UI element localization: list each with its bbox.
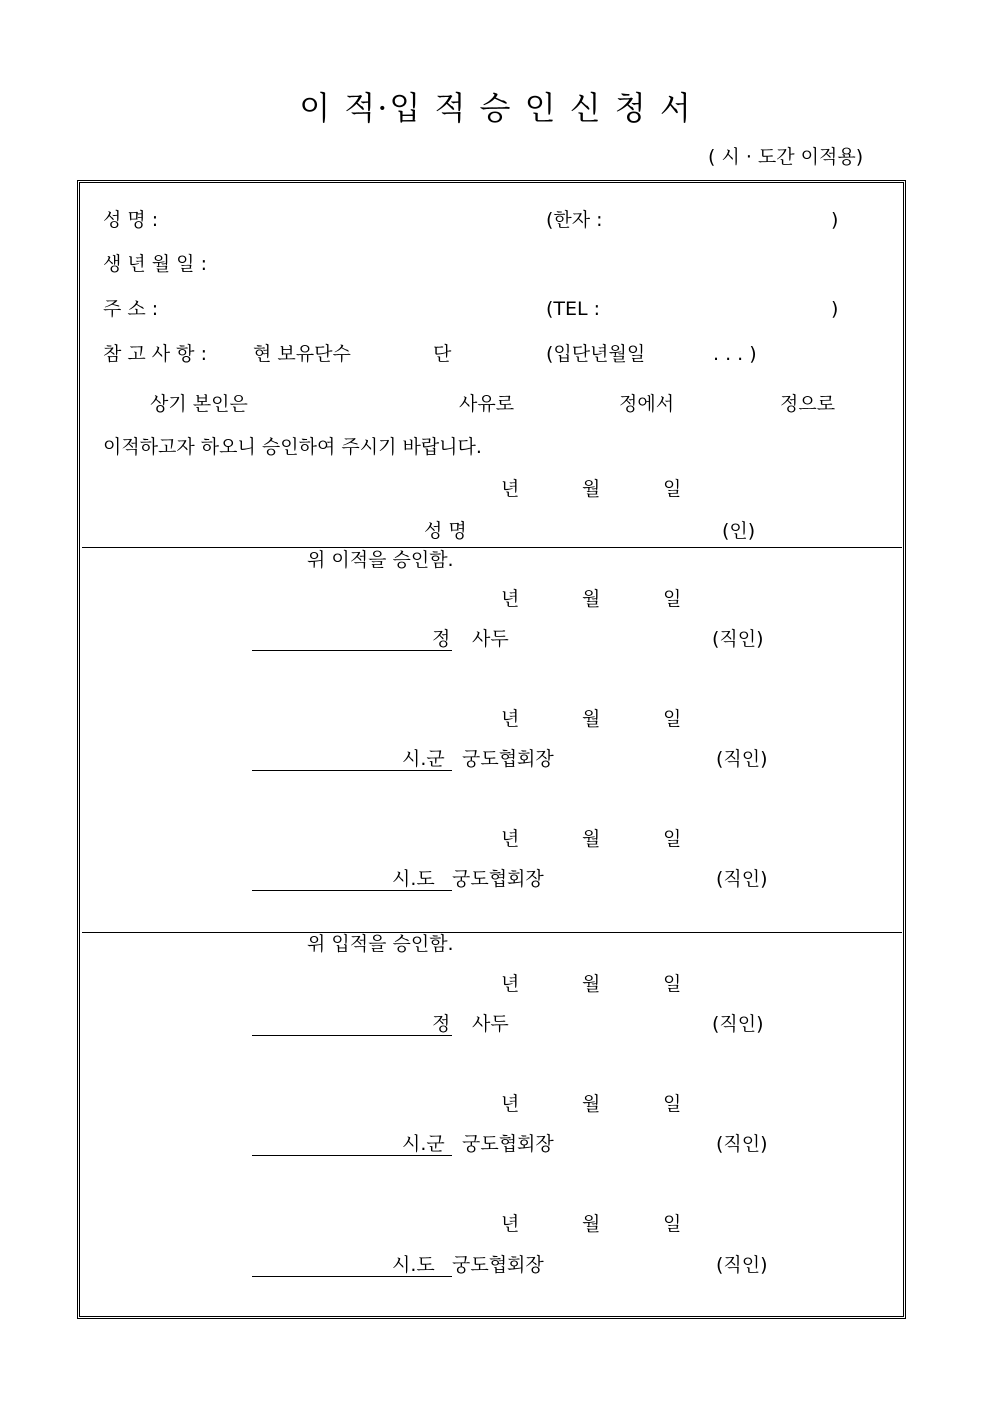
tel-label: (TEL : <box>546 298 601 320</box>
approver-seal: (직인) <box>712 1013 764 1035</box>
date-month: 월 <box>582 828 601 850</box>
approver-title: 사두 <box>472 628 509 650</box>
signature-name-label: 성 명 <box>424 520 467 542</box>
approver-title: 궁도협회장 <box>462 1133 554 1155</box>
date-day: 일 <box>663 1213 682 1235</box>
signature-line <box>252 890 452 891</box>
approver-title: 궁도협회장 <box>462 748 554 770</box>
section-divider-2 <box>82 932 902 933</box>
date-day: 일 <box>663 1093 682 1115</box>
approver-org: 시.군 <box>402 748 445 770</box>
hanja-close: ) <box>831 209 839 231</box>
hanja-label: (한자 : <box>546 209 603 231</box>
signature-line <box>252 770 452 771</box>
statement-line1-a: 상기 본인은 <box>150 393 248 415</box>
name-label: 성 명 : <box>103 209 159 231</box>
date-month: 월 <box>582 973 601 995</box>
page-title: 이 적·입 적 승 인 신 청 서 <box>299 89 693 127</box>
approver-title: 궁도협회장 <box>452 1254 544 1276</box>
date-year: 년 <box>501 828 520 850</box>
date-year: 년 <box>501 1213 520 1235</box>
transfer-out-heading: 위 이적을 승인함. <box>307 549 454 571</box>
approver-seal: (직인) <box>716 1133 768 1155</box>
transfer-in-heading: 위 입적을 승인함. <box>307 933 454 955</box>
join-date-label: (입단년월일 <box>546 343 646 365</box>
date-day: 일 <box>663 478 682 500</box>
section-divider-1 <box>82 547 902 548</box>
signature-line <box>252 1155 452 1156</box>
date-year: 년 <box>501 1093 520 1115</box>
date-month: 월 <box>582 708 601 730</box>
join-date-dots: . . . ) <box>713 343 757 365</box>
statement-line1-d: 정으로 <box>780 393 836 415</box>
signature-seal: (인) <box>722 520 756 542</box>
form-subtitle: ( 시 · 도간 이적용) <box>708 146 864 168</box>
approver-org: 정 <box>432 1013 451 1035</box>
approver-seal: (직인) <box>716 748 768 770</box>
approver-org: 시.도 <box>392 868 435 890</box>
date-month: 월 <box>582 478 601 500</box>
signature-line <box>252 1035 452 1036</box>
approver-seal: (직인) <box>716 868 768 890</box>
date-month: 월 <box>582 1213 601 1235</box>
date-year: 년 <box>501 478 520 500</box>
approver-title: 궁도협회장 <box>452 868 544 890</box>
approver-seal: (직인) <box>716 1254 768 1276</box>
statement-line1-c: 정에서 <box>619 393 675 415</box>
tel-close: ) <box>831 298 839 320</box>
signature-line <box>252 650 452 651</box>
approver-org: 시.도 <box>392 1254 435 1276</box>
date-day: 일 <box>663 828 682 850</box>
approver-title: 사두 <box>472 1013 509 1035</box>
date-day: 일 <box>663 973 682 995</box>
date-day: 일 <box>663 588 682 610</box>
signature-line <box>252 1276 452 1277</box>
date-year: 년 <box>501 588 520 610</box>
date-month: 월 <box>582 1093 601 1115</box>
statement-line1-b: 사유로 <box>459 393 515 415</box>
approver-seal: (직인) <box>712 628 764 650</box>
birth-label: 생 년 월 일 : <box>103 253 207 275</box>
dan-label: 단 <box>433 343 452 365</box>
approver-org: 시.군 <box>402 1133 445 1155</box>
ref-text: 현 보유단수 <box>253 343 351 365</box>
date-year: 년 <box>501 973 520 995</box>
address-label: 주 소 : <box>103 298 159 320</box>
ref-label: 참 고 사 항 : <box>103 343 207 365</box>
date-year: 년 <box>501 708 520 730</box>
date-month: 월 <box>582 588 601 610</box>
date-day: 일 <box>663 708 682 730</box>
statement-line2: 이적하고자 하오니 승인하여 주시기 바랍니다. <box>103 436 482 458</box>
approver-org: 정 <box>432 628 451 650</box>
